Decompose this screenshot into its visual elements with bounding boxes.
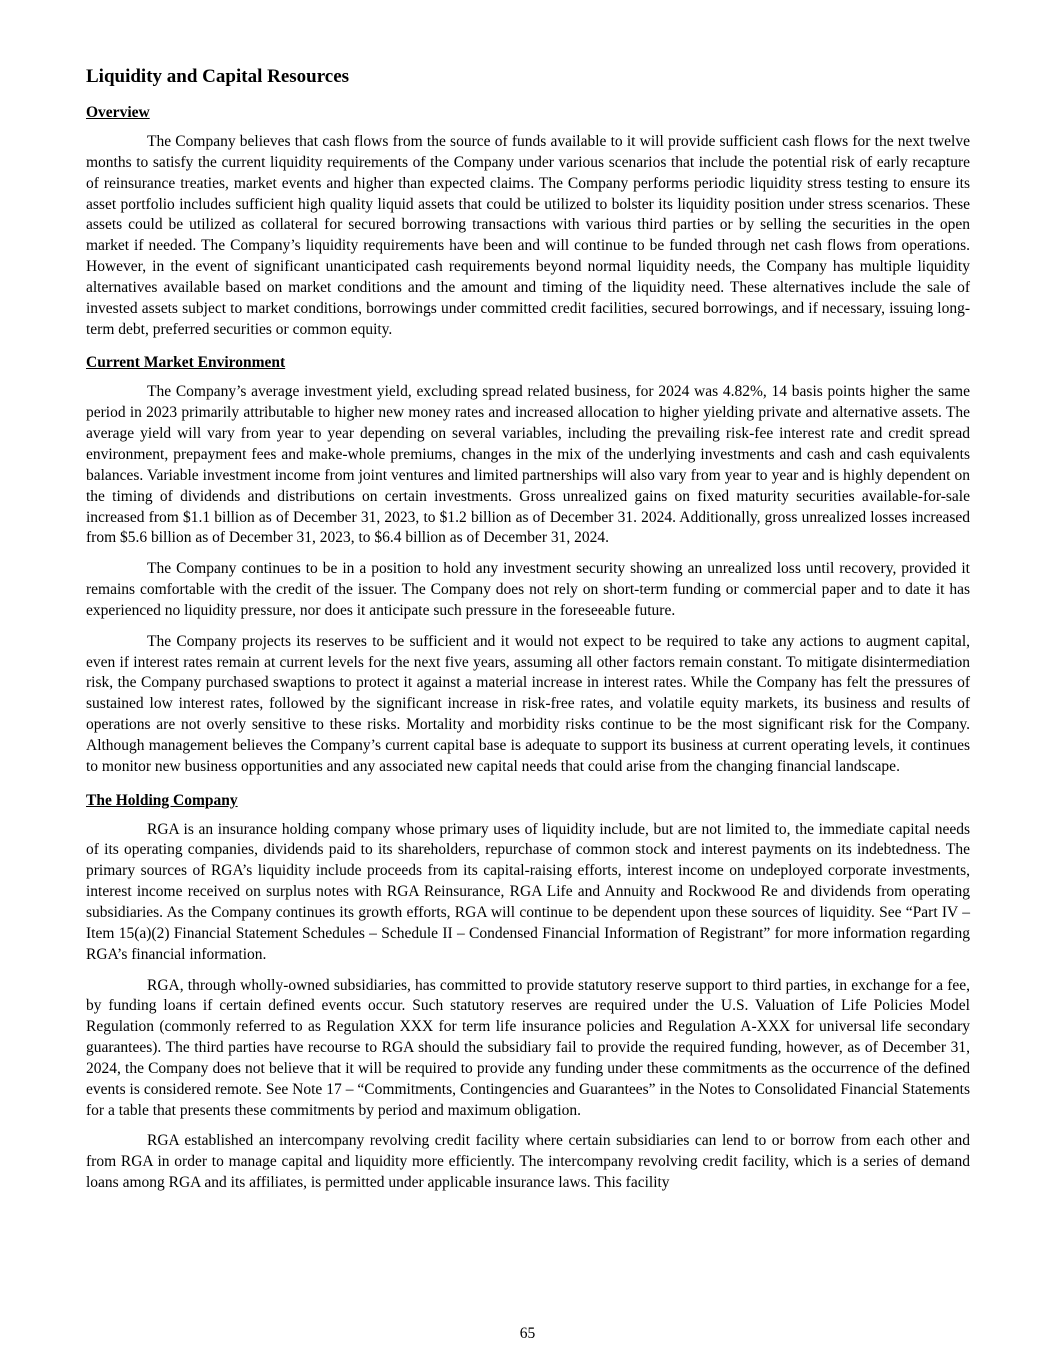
paragraph: The Company projects its reserves to be sufficient and it would not expect to be required to take any actions to augment capital, even if interest rates remain at current levels for the next five years, assuming all other factors remain constant. To mitigate disintermediation risk, the Company purchased swaptions to protect it against a material increase in interest rates. While the Company has felt the pressures of sustained low interest rates, followed by the significant increase in risk-free rates, and volatile equity markets, its business and results of operations are not overly sensitive to these risks. Mortality and morbidity risks continue to be the most significant risk for the Company. Although management believes the Company’s current capital base is adequate to support its business at current operating levels, it continues to monitor new business opportunities and any associated new capital needs that could arise from the changing financial landscape. [86,632,970,775]
paragraph: The Company believes that cash flows from the source of funds available to it will provide sufficient cash flows for the next twelve months to satisfy the current liquidity requirements of the Company under various scenarios that include the potential risk of early recapture of reinsurance treaties, market events and higher than expected claims. The Company performs periodic liquidity stress testing to ensure its asset portfolio includes sufficient high quality liquid assets that could be utilized to bolster its liquidity position under stress scenarios. These assets could be utilized as collateral for secured borrowing transactions with various third parties or by selling the securities in the open market if needed. The Company’s liquidity requirements have been and will continue to be funded through net cash flows from operations. However, in the event of significant unanticipated cash requirements beyond normal liquidity needs, the Company has multiple liquidity alternatives available based on market conditions and the amount and timing of the liquidity need. These alternatives include the sale of invested assets subject to market conditions, borrowings under committed credit facilities, secured borrowings, and if necessary, issuing long-term debt, preferred securities or common equity. [86,133,970,338]
paragraph: RGA, through wholly-owned subsidiaries, has committed to provide statutory reserve support to third parties, in exchange for a fee, by funding loans if certain defined events occur. Such statutory reserves are required under the U.S. Valuation of Life Policies Model Regulation (commonly referred to as Regulation XXX for term life insurance policies and Regulation A-XXX for universal life secondary guarantees). The third parties have recourse to RGA should the subsidiary fail to provide the required funding, however, as of December 31, 2024, the Company does not believe that it will be required to provide any funding under these commitments as the occurrence of the defined events is considered remote. See Note 17 – “Commitments, Contingencies and Guarantees” in the Notes to Consolidated Financial Statements for a table that presents these commitments by period and maximum obligation. [86,976,970,1119]
section-heading-the-holding-company: The Holding Company [86,791,238,809]
section-the-holding-company [86,791,970,1194]
section-current-market-environment [86,353,970,777]
page-title: Liquidity and Capital Resources [86,66,350,87]
section-heading-current-market-environment: Current Market Environment [86,354,286,372]
paragraph: The Company continues to be in a position to hold any investment security showing an unrealized loss until recovery, provided it remains comfortable with the credit of the issuer. The Company does not rely on short-term funding or commercial paper and to date it has experienced no liquidity pressure, nor does it anticipate such pressure in the foreseeable future. [86,560,970,619]
paragraph: RGA is an insurance holding company whose primary uses of liquidity include, but are not limited to, the immediate capital needs of its operating companies, dividends paid to its shareholders, repurchase of common stock and interest payments on its indebtedness. The primary sources of RGA’s liquidity include proceeds from its capital-raising efforts, interest income on undeployed corporate investments, interest income received on surplus notes with RGA Reinsurance, RGA Life and Annuity and Rockwood Re and dividends from operating subsidiaries. As the Company continues its growth efforts, RGA will continue to be dependent upon these sources of liquidity. See “Part IV – Item 15(a)(2) Financial Statement Schedules – Schedule II – Condensed Financial Information of Registrant” for more information regarding RGA’s financial information. [86,820,970,963]
section-heading-overview: Overview [86,104,150,121]
page-number: 65 [519,1325,536,1342]
paragraph: The Company’s average investment yield, excluding spread related business, for 2024 was 4.82%, 14 basis points higher the same period in 2023 primarily attributable to higher new money rates and increased allocation to higher yielding private and alternative assets. The average yield will vary from year to year depending on several variables, including the prevailing risk-fee interest rate and credit spread environment, prepayment fees and make-whole premiums, changes in the mix of the underlying investments and cash and cash equivalents balances. Variable investment income from joint ventures and limited partnerships will also vary from year to year and is highly dependent on the timing of dividends and distributions on certain investments. Gross unrealized gains on fixed maturity securities available-for-sale increased from $1.1 billion as of December 31, 2023, to $1.2 billion as of December 31. 2024. Additionally, gross unrealized losses increased from $5.6 billion as of December 31, 2023, to $6.4 billion as of December 31, 2024. [86,383,970,547]
paragraph: RGA established an intercompany revolving credit facility where certain subsidiaries can lend to or borrow from each other and from RGA in order to manage capital and liquidity more efficiently. The intercompany revolving credit facility, which is a series of demand loans among RGA and its affiliates, is permitted under applicable insurance laws. This facility [86,1132,970,1192]
section-overview [86,103,970,340]
